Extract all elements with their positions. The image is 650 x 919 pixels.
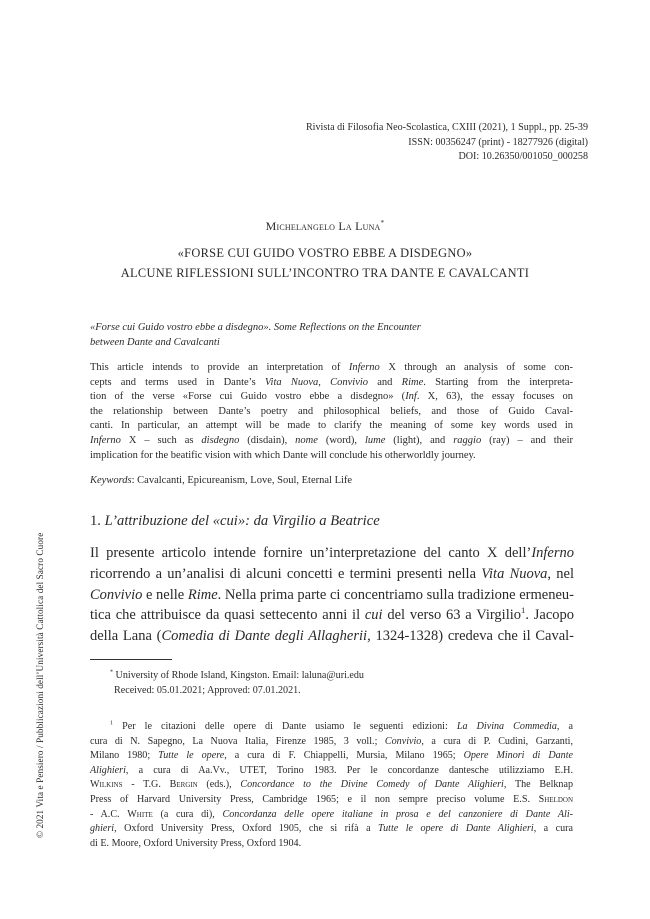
body-line: Convivio e nelle Rime. Nella prima parte ci concentriamo sulla tradizione ermeneu-	[90, 586, 574, 603]
footnote-divider	[90, 659, 172, 660]
footnote-line: $^1$ Per le citazioni delle opere di Dante usiamo le seguenti edizioni: La Divina Commedia, a	[110, 720, 573, 732]
body-line: della Lana (Comedia di Dante degli Allagherii, 1324-1328) credeva che il Caval-	[90, 628, 574, 645]
journal-doi: DOI: 10.26350/001050_000258	[458, 151, 588, 162]
abstract-line: Inferno X – such as disdegno (disdain), nome (word), lume (light), and raggio (ray) – and their	[90, 434, 573, 446]
english-title-line-1: «Forse cui Guido vostro ebbe a disdegno». Some Reflections on the Encounter	[90, 322, 421, 333]
body-text	[90, 543, 574, 647]
footnote-line: ghieri, Oxford University Press, Oxford 1905, che si rifà a Tutte le opere di Dante Alighieri, a cura	[90, 823, 573, 835]
footnote-line: Wilkins - T.G. Bergin (eds.), Concordance to the Divine Comedy of Dante Alighieri, The Belknap	[90, 779, 573, 791]
abstract-line: the relationship between Dante’s poetry and philosophical beliefs, and those of Guido Caval-	[90, 405, 573, 417]
section-number: 1.	[90, 513, 105, 529]
english-title-line-2: between Dante and Cavalcanti	[90, 337, 220, 348]
footnote-line: cura di N. Sapegno, La Nuova Italia, Firenze 1985, 3 voll.; Convivio, a cura di P. Cudini, Garzanti,	[90, 735, 573, 747]
body-line: ricorrendo a un’analisi di alcuni concetti e termini presenti nella Vita Nuova, nel	[90, 565, 574, 582]
section-heading	[90, 513, 573, 530]
article-title	[0, 244, 650, 283]
footnote-line: Alighieri, a cura di Aa.Vv., UTET, Torino 1983. Per le concordanze dantesche utilizziamo E.H.	[90, 764, 573, 776]
author-line	[0, 219, 650, 234]
keywords-label: Keywords	[90, 475, 132, 486]
footnote-1	[90, 720, 573, 851]
abstract	[90, 361, 573, 463]
author-name: Michelangelo La Luna	[265, 219, 381, 233]
footnote-received-line: Received: 05.01.2021; Approved: 07.01.2021.	[114, 684, 301, 696]
footnote-line: - A.C. White (a cura di), Concordanza delle opere italiane in prosa e del canzoniere di Dante Ali-	[90, 808, 573, 820]
footnote-author	[110, 669, 573, 698]
abstract-line: cepts and terms used in Dante’s Vita Nuova, Convivio and Rime. Starting from the interpreta-	[90, 376, 573, 388]
journal-header	[168, 121, 588, 165]
abstract-line: This article intends to provide an interpretation of Inferno X through an analysis of some con-	[90, 362, 574, 373]
title-line-1: «FORSE CUI GUIDO VOSTRO EBBE A DISDEGNO»	[177, 246, 473, 260]
keywords	[90, 474, 573, 489]
abstract-line: implication for the beatific vision with which Dante will conclude his otherworldly journey.	[90, 449, 476, 461]
footnote-ref: 1	[521, 605, 526, 616]
section-title: L’attribuzione del «cui»: da Virgilio a Beatrice	[104, 513, 380, 529]
abstract-line: tion of the verse «Forse cui Guido vostro ebbe a disdegno» (Inf. X, 63), the essay focuses on	[90, 391, 573, 403]
journal-issn: ISSN: 00356247 (print) - 18277926 (digital)	[408, 136, 588, 148]
title-line-2: ALCUNE RIFLESSIONI SULL’INCONTRO TRA DANTE E CAVALCANTI	[120, 265, 530, 280]
footnote-author-line: * University of Rhode Island, Kingston. Email: laluna@uri.edu	[110, 669, 364, 681]
footnote-line: Milano 1980; Tutte le opere, a cura di F. Chiappelli, Mursia, Milano 1965; Opere Minori di Dante	[90, 750, 573, 762]
copyright-sidebar: © 2021 Vita e Pensiero / Pubblicazioni dell’Università Cattolica del Sacro Cuore	[35, 532, 45, 838]
body-line: tica che attribuisce da quasi settecento anni il cui del verso 63 a Virgilio$^1$. Jacopo	[90, 605, 575, 624]
english-title	[90, 320, 570, 350]
journal-citation: Rivista di Filosofia Neo-Scolastica, CXIII (2021), 1 Suppl., pp. 25-39	[305, 122, 588, 133]
abstract-line: canti. In particular, an attempt will be made to clarify the meaning of some key words used in	[90, 420, 573, 432]
keywords-values: : Cavalcanti, Epicureanism, Love, Soul, Eternal Life	[131, 475, 353, 486]
body-line: Il presente articolo intende fornire un’interpretazione del canto X dell’Inferno	[90, 545, 574, 561]
footnote-line: di E. Moore, Oxford University Press, Oxford 1904.	[90, 837, 302, 849]
footnote-line: Press of Harvard University Press, Cambridge 1965; e il non sempre preciso volume E.S. Sheldon	[90, 793, 573, 805]
author-footnote-mark: *	[380, 219, 385, 227]
